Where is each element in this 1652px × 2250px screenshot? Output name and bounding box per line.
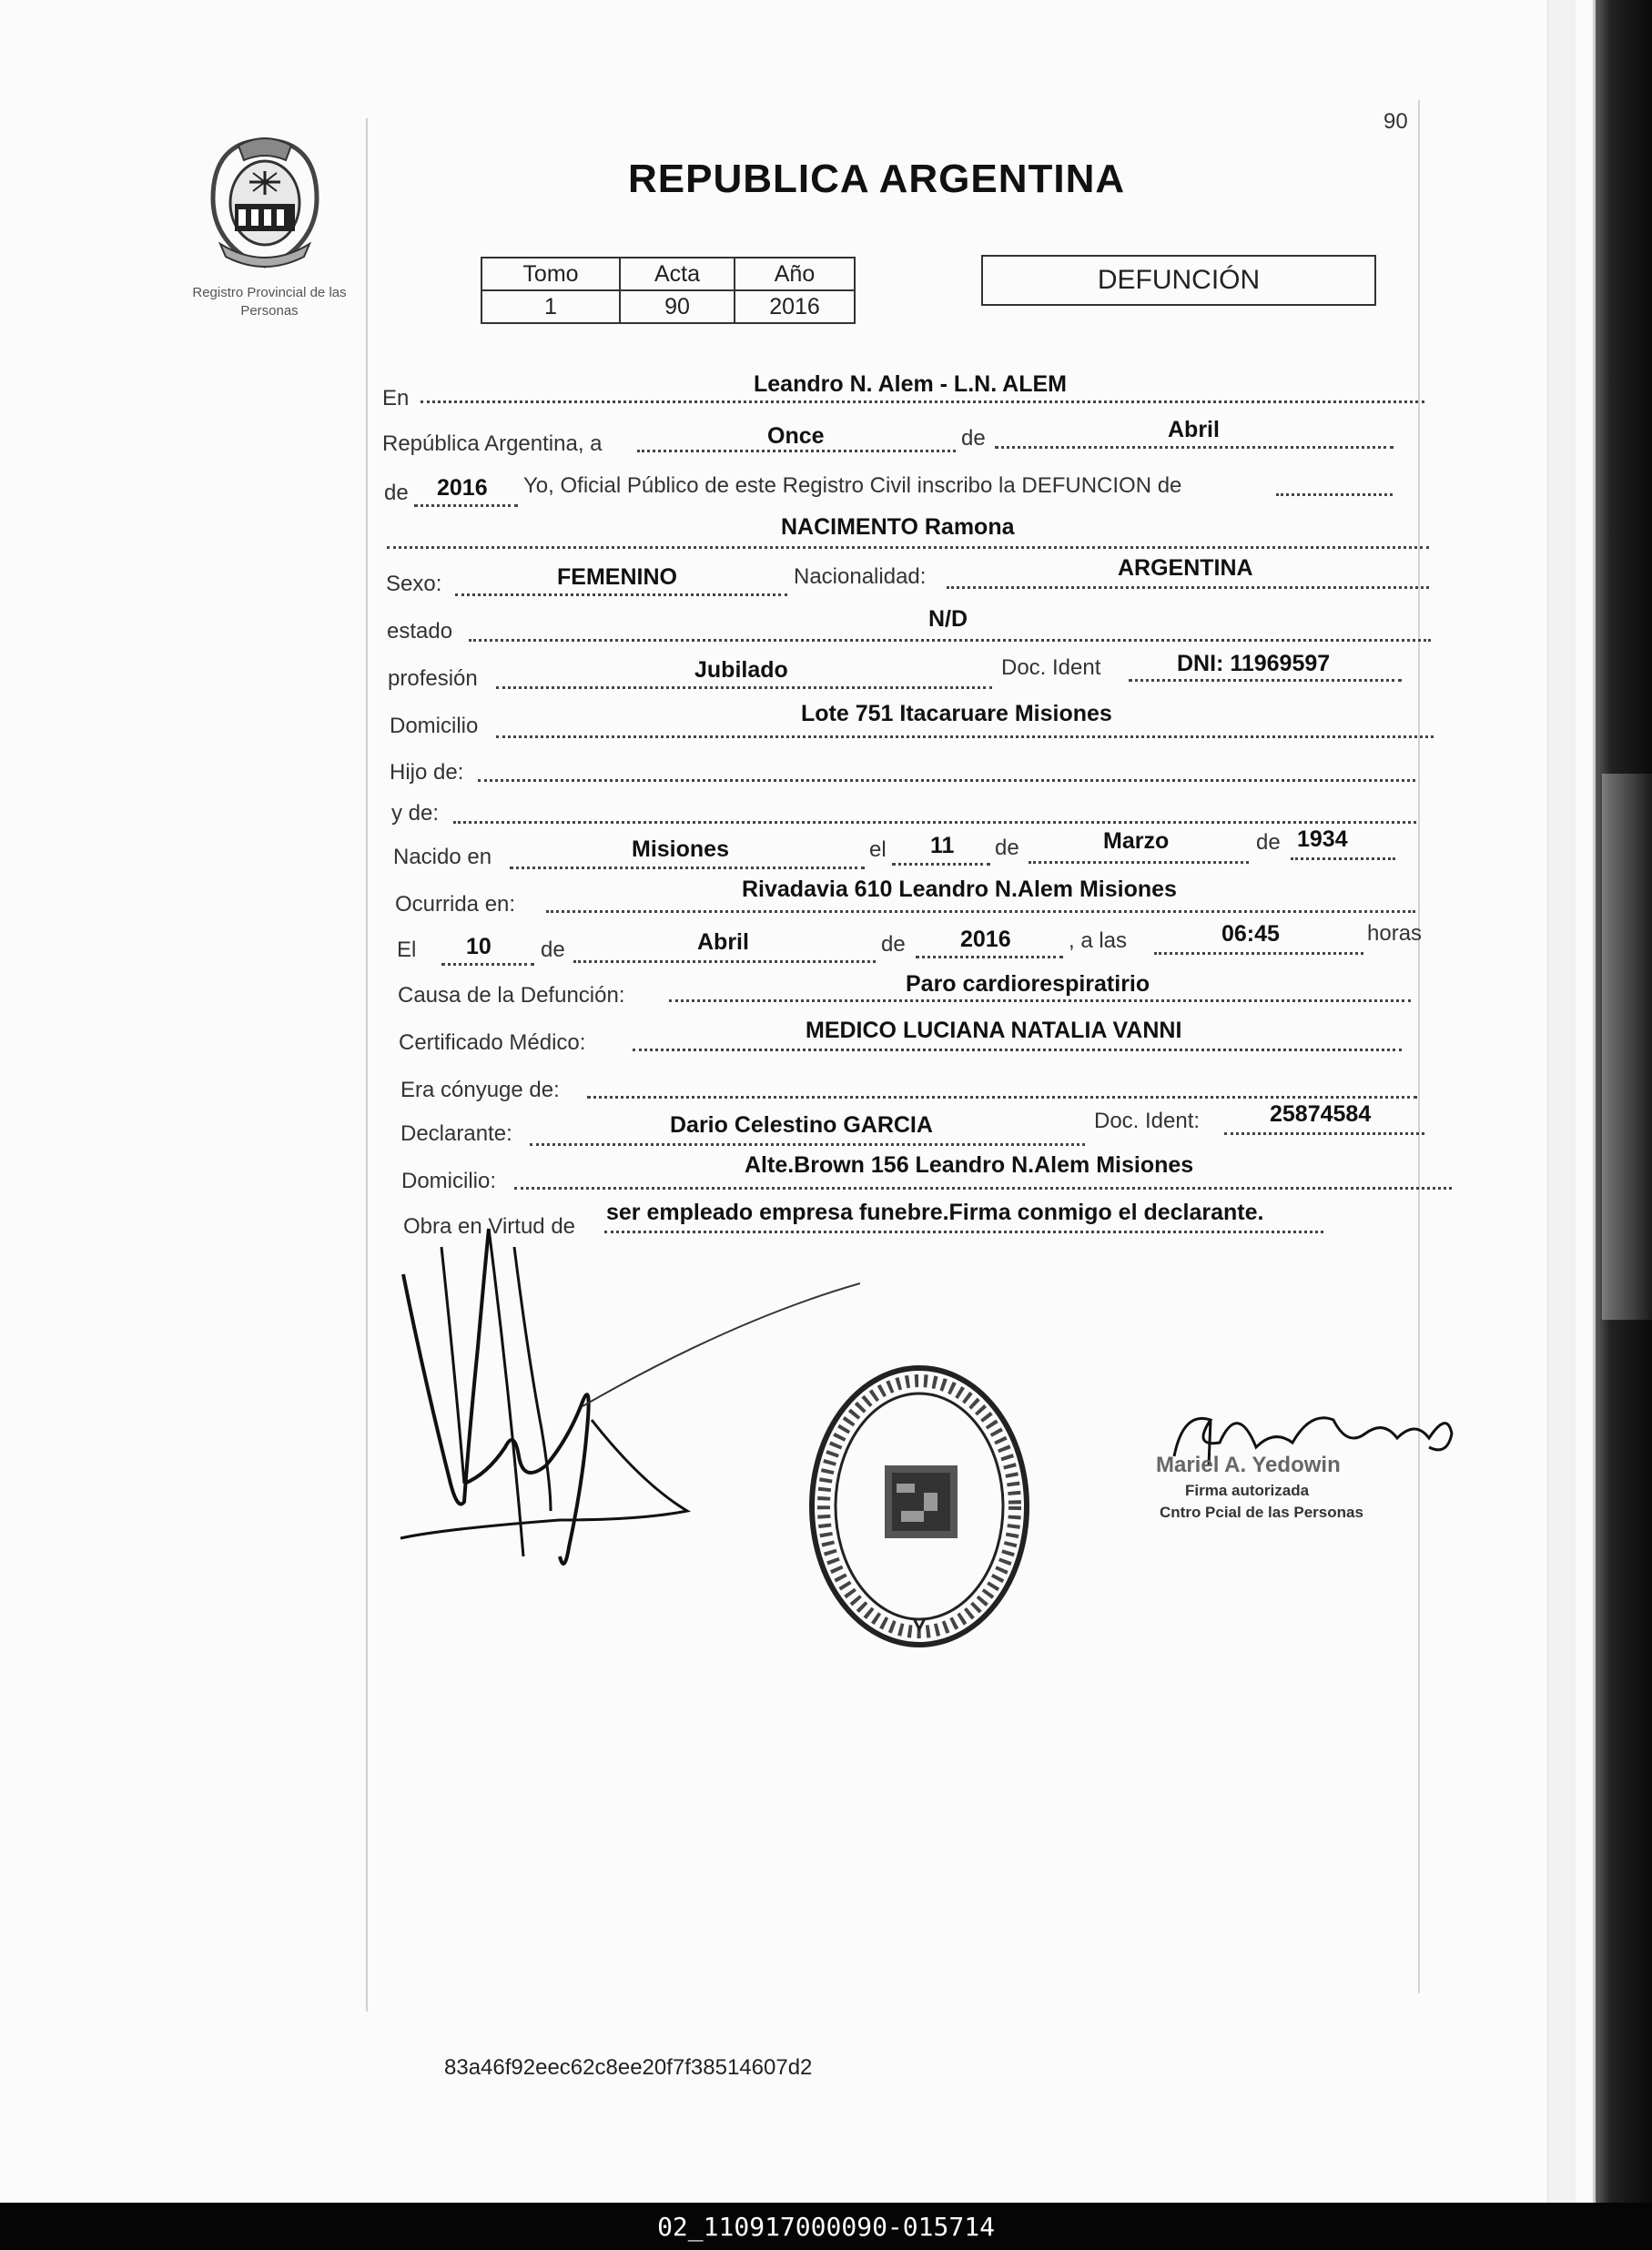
label-nacido-en: Nacido en: [393, 845, 492, 869]
value-documento: DNI: 11969597: [1177, 651, 1331, 676]
value-def-hora: 06:45: [1221, 921, 1280, 947]
document-hash: 83a46f92eec62c8ee20f7f38514607d2: [444, 2055, 813, 2080]
label-de-def: de: [541, 938, 565, 962]
dotted-line: [478, 779, 1415, 782]
label-hijo-de: Hijo de:: [390, 760, 464, 785]
dotted-line: [587, 1096, 1417, 1099]
margin-line-right: [1418, 100, 1420, 1993]
dotted-line: [633, 1049, 1402, 1051]
label-causa: Causa de la Defunción:: [398, 983, 625, 1008]
dotted-line: [496, 735, 1434, 738]
page-edge: [1547, 0, 1576, 2203]
label-de: de: [961, 426, 986, 451]
value-nac-dia: 11: [930, 833, 955, 858]
dotted-line: [637, 450, 956, 452]
value-anio: 2016: [735, 290, 855, 323]
official-role: Firma autorizada: [1185, 1482, 1310, 1499]
dotted-line: [453, 821, 1416, 824]
label-de-year: de: [384, 481, 409, 505]
label-el-cap: El: [397, 938, 417, 962]
label-conyuge: Era cónyuge de:: [400, 1078, 560, 1102]
dotted-line: [1154, 952, 1363, 955]
value-declarante-doc: 25874584: [1270, 1101, 1372, 1127]
value-def-dia: 10: [466, 934, 492, 959]
label-ocurrida-en: Ocurrida en:: [395, 892, 516, 917]
dotted-line: [510, 867, 865, 869]
label-certificado: Certificado Médico:: [399, 1030, 586, 1055]
value-lugar: Leandro N. Alem - L.N. ALEM: [754, 371, 1067, 397]
dotted-line: [1129, 679, 1402, 682]
dotted-line: [669, 999, 1411, 1002]
value-profesion: Jubilado: [694, 657, 788, 683]
declarant-signature: [387, 1211, 860, 1575]
dotted-line: [1276, 493, 1393, 496]
document-title: REPUBLICA ARGENTINA: [628, 157, 1126, 201]
registry-table: [481, 257, 856, 324]
value-def-mes: Abril: [697, 929, 749, 955]
header-acta: Acta: [620, 258, 735, 290]
value-dia-letras: Once: [767, 423, 825, 449]
value-domicilio: Lote 751 Itacaruare Misiones: [801, 701, 1112, 726]
label-estado: estado: [387, 619, 453, 644]
dotted-line: [496, 686, 992, 689]
label-oficial: Yo, Oficial Público de este Registro Civil inscribo la DEFUNCION de: [523, 473, 1182, 498]
dotted-line: [514, 1187, 1452, 1190]
dotted-line: [530, 1143, 1085, 1146]
label-domicilio: Domicilio: [390, 714, 479, 738]
label-en: En: [382, 386, 410, 410]
label-de-anio-def: de: [881, 932, 906, 957]
label-a-las: , a las: [1069, 928, 1128, 953]
dotted-line: [1291, 857, 1395, 860]
page-number: 90: [1383, 109, 1408, 134]
dotted-line: [1224, 1132, 1424, 1135]
value-nacido-en: Misiones: [632, 836, 729, 862]
dotted-line: [947, 586, 1429, 589]
footer-id: 02_110917000090-015714: [657, 2211, 995, 2242]
value-nombre: NACIMENTO Ramona: [781, 514, 1015, 540]
dotted-line: [441, 963, 534, 966]
registry-seal: [801, 1356, 1038, 1657]
value-sexo: FEMENINO: [557, 564, 677, 590]
value-tomo: 1: [481, 290, 620, 323]
value-def-anio: 2016: [960, 927, 1011, 952]
label-nacionalidad: Nacionalidad:: [794, 564, 927, 589]
value-nac-anio: 1934: [1297, 826, 1348, 852]
label-de-anio-nac: de: [1256, 830, 1281, 855]
label-y-de: y de:: [391, 801, 440, 826]
registry-caption: Registro Provincial de las Personas: [192, 285, 347, 319]
label-obra: Obra en Virtud de: [403, 1214, 576, 1239]
value-certificado: MEDICO LUCIANA NATALIA VANNI: [806, 1018, 1182, 1043]
label-declarante: Declarante:: [400, 1121, 512, 1146]
footer-id-bar: [0, 2203, 1652, 2250]
dotted-line: [916, 956, 1063, 958]
dotted-line: [414, 504, 518, 507]
official-office: Cntro Pcial de las Personas: [1160, 1504, 1363, 1521]
value-ocurrida-en: Rivadavia 610 Leandro N.Alem Misiones: [742, 877, 1177, 902]
coat-of-arms-icon: [202, 135, 328, 271]
value-mes: Abril: [1168, 417, 1220, 442]
margin-line-left: [366, 118, 368, 2012]
label-de-nac: de: [995, 836, 1019, 860]
header-anio: Año: [735, 258, 855, 290]
value-anio: 2016: [437, 475, 488, 501]
label-horas: horas: [1367, 921, 1423, 946]
value-nac-mes: Marzo: [1103, 828, 1170, 854]
dotted-line: [421, 400, 1424, 403]
dotted-line: [1029, 861, 1249, 864]
label-el: el: [869, 837, 887, 862]
dotted-line: [573, 960, 876, 963]
value-estado: N/D: [928, 606, 968, 632]
dotted-line: [995, 446, 1394, 449]
value-causa: Paro cardiorespiratirio: [906, 971, 1150, 997]
label-doc-ident-declarante: Doc. Ident:: [1094, 1109, 1201, 1133]
value-acta: 90: [620, 290, 735, 323]
label-domicilio-declarante: Domicilio:: [401, 1169, 497, 1193]
label-republica: República Argentina, a: [382, 431, 603, 456]
dotted-line: [455, 593, 787, 596]
value-virtud: ser empleado empresa funebre.Firma conmigo el declarante.: [606, 1200, 1264, 1225]
label-profesion: profesión: [388, 666, 478, 691]
header-tomo: Tomo: [481, 258, 620, 290]
dotted-line: [546, 910, 1415, 913]
label-doc-ident: Doc. Ident: [1001, 655, 1101, 680]
dotted-line: [387, 546, 1429, 549]
act-type-box: DEFUNCIÓN: [981, 255, 1376, 306]
dotted-line: [892, 863, 990, 866]
background-shadow: [1602, 774, 1652, 1320]
official-name: Mariel A. Yedowin: [1156, 1453, 1341, 1477]
value-declarante-domicilio: Alte.Brown 156 Leandro N.Alem Misiones: [745, 1152, 1194, 1178]
label-sexo: Sexo:: [386, 572, 442, 596]
value-declarante: Dario Celestino GARCIA: [670, 1112, 933, 1138]
value-nacionalidad: ARGENTINA: [1118, 555, 1253, 581]
dotted-line: [469, 639, 1431, 642]
